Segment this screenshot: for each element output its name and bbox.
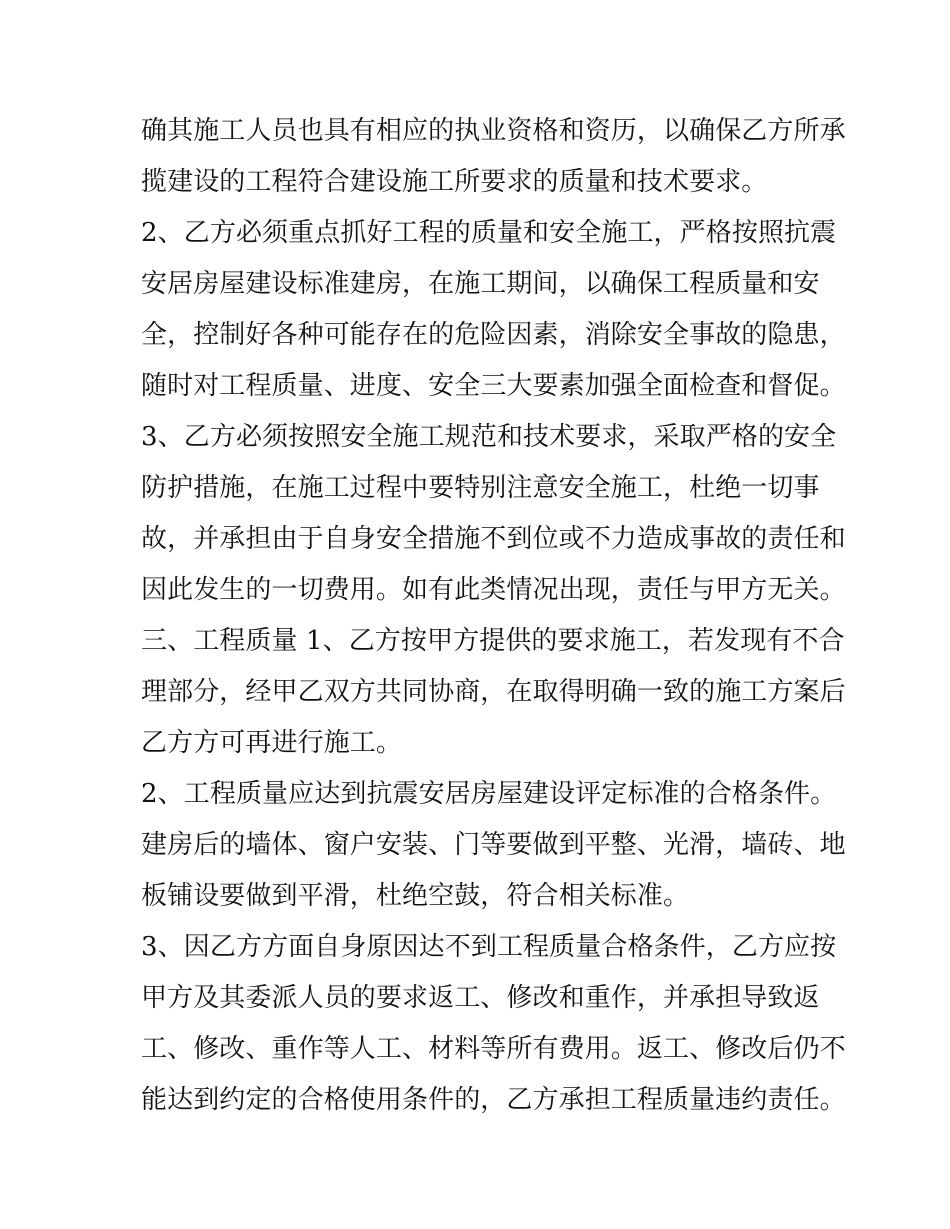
text-line: 三、工程质量 1、乙方按甲方提供的要求施工，若发现有不合 <box>141 626 845 656</box>
text-line: 2、工程质量应达到抗震安居房屋建设评定标准的合格条件。 <box>141 779 837 809</box>
text-line: 揽建设的工程符合建设施工所要求的质量和技术要求。 <box>141 167 768 197</box>
text-line: 甲方及其委派人员的要求返工、修改和重作，并承担导致返 <box>141 983 820 1013</box>
text-line: 理部分，经甲乙双方共同协商，在取得明确一致的施工方案后 <box>141 677 846 707</box>
text-line: 防护措施，在施工过程中要特别注意安全施工，杜绝一切事 <box>141 473 820 503</box>
text-line: 安居房屋建设标准建房，在施工期间，以确保工程质量和安 <box>141 269 820 299</box>
text-line: 全，控制好各种可能存在的危险因素，消除安全事故的隐患， <box>141 320 846 350</box>
text-line: 3、因乙方方面自身原因达不到工程质量合格条件，乙方应按 <box>141 932 837 962</box>
text-line: 工、修改、重作等人工、材料等所有费用。返工、修改后仍不 <box>141 1034 846 1064</box>
text-line: 建房后的墙体、窗户安装、门等要做到平整、光滑，墙砖、地 <box>141 830 846 860</box>
document-body <box>141 106 846 1126</box>
text-line: 2、乙方必须重点抓好工程的质量和安全施工，严格按照抗震 <box>141 218 837 248</box>
text-line: 故，并承担由于自身安全措施不到位或不力造成事故的责任和 <box>141 524 846 554</box>
text-line: 确其施工人员也具有相应的执业资格和资历，以确保乙方所承 <box>141 116 846 146</box>
text-line: 板铺设要做到平滑，杜绝空鼓，符合相关标准。 <box>141 881 690 911</box>
text-line: 因此发生的一切费用。如有此类情况出现，责任与甲方无关。 <box>141 575 846 605</box>
text-line: 乙方方可再进行施工。 <box>141 728 403 758</box>
text-line: 随时对工程质量、进度、安全三大要素加强全面检查和督促。 <box>141 371 846 401</box>
text-line: 能达到约定的合格使用条件的，乙方承担工程质量违约责任。 <box>141 1085 846 1115</box>
text-line: 3、乙方必须按照安全施工规范和技术要求，采取严格的安全 <box>141 422 837 452</box>
